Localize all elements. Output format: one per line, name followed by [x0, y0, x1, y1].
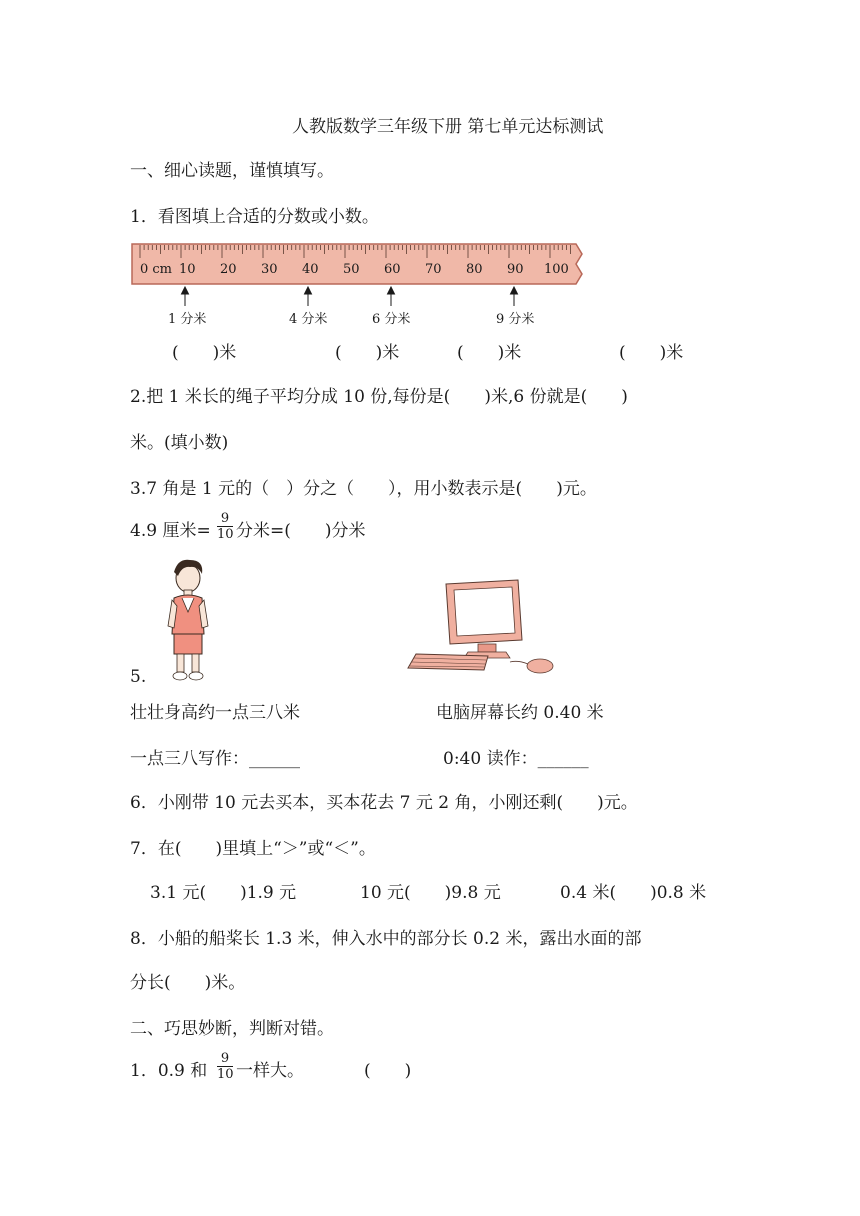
ruler-label: 90	[507, 262, 524, 277]
judge-1-prefix: 1．0.9 和	[130, 1061, 208, 1081]
question-4-suffix: 分米=( )分米	[236, 521, 366, 541]
answer-blank[interactable]: ( )米	[172, 343, 237, 363]
ruler-label: 30	[261, 262, 278, 277]
compare-item[interactable]: 3.1 元( )1.9 元	[150, 883, 297, 903]
question-6: 6．小刚带 10 元去买本，买本花去 7 元 2 角，小刚还剩( )元。	[130, 793, 638, 813]
question-7: 7．在( )里填上“＞”或“＜”。	[130, 839, 376, 859]
compare-item[interactable]: 10 元( )9.8 元	[360, 883, 501, 903]
ruler-label: 10	[179, 262, 196, 277]
judge-1-suffix: 一样大。	[236, 1061, 304, 1081]
question-5-left-caption: 壮壮身高约一点三八米	[130, 703, 300, 723]
fraction	[217, 512, 233, 541]
page-title: 人教版数学三年级下册 第七单元达标测试	[292, 117, 604, 137]
ruler-label: 0 cm	[140, 262, 173, 277]
section-heading-1: 一、细心读题，谨慎填写。	[130, 161, 334, 181]
question-2-line1: 2.把 1 米长的绳子平均分成 10 份,每份是( )米,6 份就是( )	[130, 387, 628, 407]
question-4-prefix: 4.9 厘米=	[130, 521, 211, 541]
ruler-label: 40	[302, 262, 319, 277]
ruler-label: 80	[466, 262, 483, 277]
boy-illustration	[164, 556, 216, 684]
question-5-right-caption: 电脑屏幕长约 0.40 米	[436, 703, 604, 723]
fraction	[217, 1052, 233, 1081]
arrow-label: 6 分米	[372, 312, 411, 327]
question-8-line2: 分长( )米。	[130, 973, 246, 993]
fraction-denominator: 10	[217, 1067, 234, 1082]
answer-blank[interactable]: ( )米	[457, 343, 522, 363]
compare-item[interactable]: 0.4 米( )0.8 米	[560, 883, 707, 903]
question-3: 3.7 角是 1 元的（ ）分之（ ），用小数表示是( )元。	[130, 479, 597, 499]
arrow-label: 1 分米	[168, 312, 207, 327]
answer-blank[interactable]: ( )米	[335, 343, 400, 363]
question-8-line1: 8．小船的船桨长 1.3 米，伸入水中的部分长 0.2 米，露出水面的部	[130, 929, 642, 949]
answer-blank[interactable]: ( )米	[619, 343, 684, 363]
fraction-numerator: 9	[220, 1051, 230, 1066]
judge-1-answer[interactable]: ( )	[364, 1061, 412, 1081]
ruler-label: 20	[220, 262, 237, 277]
question-5-left-fill[interactable]: 一点三八写作：______	[130, 749, 300, 769]
arrow-label: 9 分米	[496, 312, 535, 327]
fraction-numerator: 9	[220, 511, 230, 526]
fraction-denominator: 10	[217, 527, 234, 542]
ruler-label: 50	[343, 262, 360, 277]
arrow-label: 4 分米	[289, 312, 328, 327]
question-2-line2: 米。(填小数)	[130, 433, 229, 453]
question-1: 1．看图填上合适的分数或小数。	[130, 207, 379, 227]
ruler-label: 100	[544, 262, 569, 277]
question-5-number: 5.	[130, 667, 147, 687]
section-heading-2: 二、巧思妙断，判断对错。	[130, 1019, 334, 1039]
question-5-right-fill[interactable]: 0:40 读作：______	[443, 749, 589, 769]
ruler-label: 60	[384, 262, 401, 277]
ruler-label: 70	[425, 262, 442, 277]
computer-illustration	[406, 578, 562, 678]
